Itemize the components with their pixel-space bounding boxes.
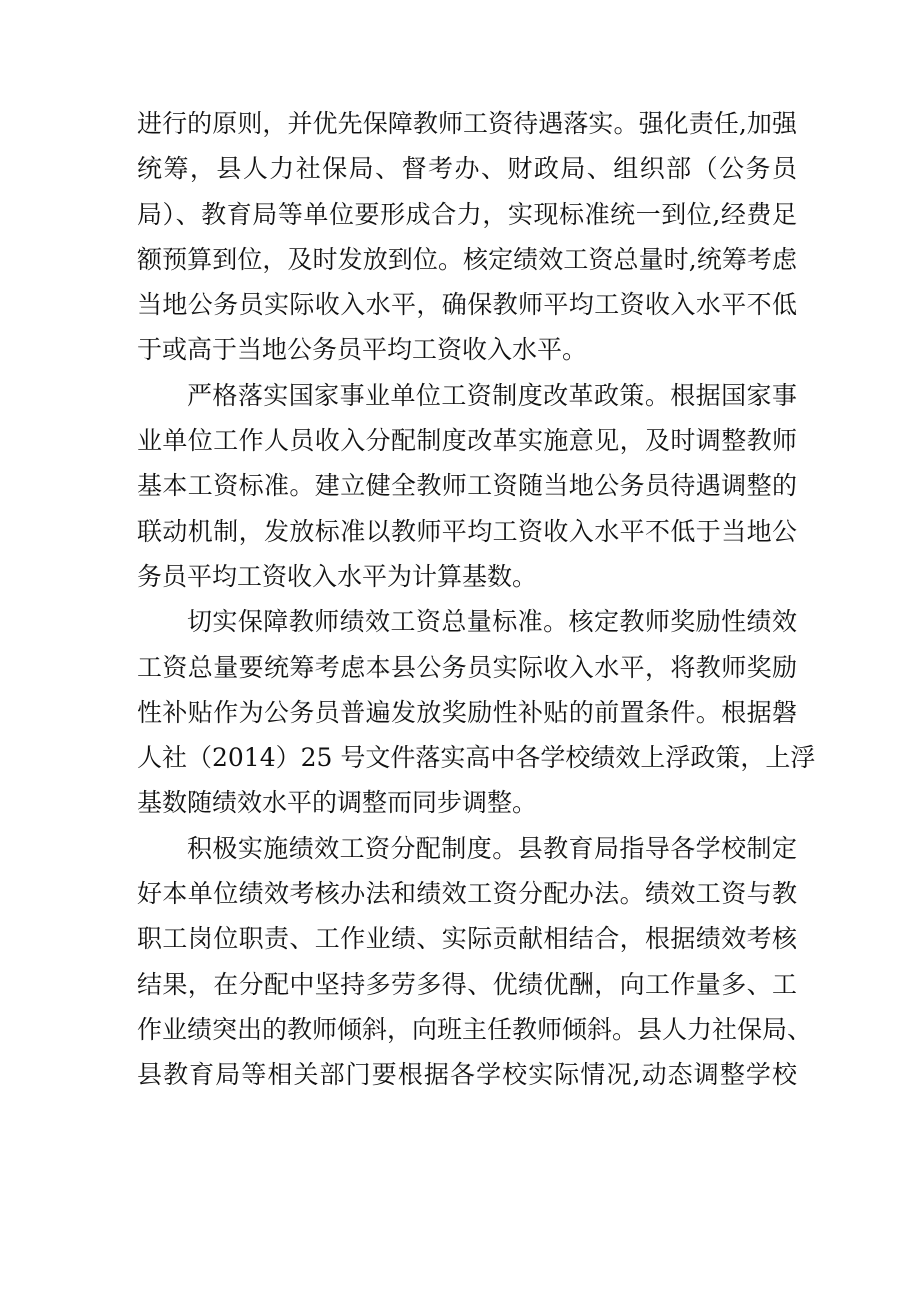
text-line: 局）、教育局等单位要形成合力，实现标准统一到位,经费足 <box>137 199 797 229</box>
text-line: 进行的原则，并优先保障教师工资待遇落实。强化责任,加强 <box>137 109 797 138</box>
text-line: 基本工资标准。建立健全教师工资随当地公务员待遇调整的 <box>137 471 797 501</box>
text-line: 作业绩突出的教师倾斜，向班主任教师倾斜。县人力社保局、 <box>137 1014 813 1044</box>
text-line: 切实保障教师绩效工资总量标准。核定教师奖励性绩效 <box>187 607 797 637</box>
text-line: 好本单位绩效考核办法和绩效工资分配办法。绩效工资与教 <box>137 879 797 909</box>
text-line: 当地公务员实际收入水平，确保教师平均工资收入水平不低 <box>137 290 797 320</box>
text-line: 人社（2014）25 号文件落实高中各学校绩效上浮政策，上浮 <box>137 743 816 773</box>
text-line: 联动机制，发放标准以教师平均工资收入水平不低于当地公 <box>137 516 797 546</box>
text-line: 额预算到位，及时发放到位。核定绩效工资总量时,统筹考虑 <box>137 244 797 274</box>
text-line: 积极实施绩效工资分配制度。县教育局指导各学校制定 <box>187 833 797 863</box>
paragraph-performance-salary-standard <box>137 599 816 825</box>
text-line: 工资总量要统筹考虑本县公务员实际收入水平，将教师奖励 <box>137 652 797 682</box>
text-line: 务员平均工资收入水平为计算基数。 <box>137 561 538 591</box>
text-line: 基数随绩效水平的调整而同步调整。 <box>137 788 538 818</box>
paragraph-salary-reform-policy <box>137 373 797 599</box>
text-line: 于或高于当地公务员平均工资收入水平。 <box>137 335 588 365</box>
paragraph-performance-distribution <box>137 826 813 1098</box>
document-body <box>137 101 816 1098</box>
text-line: 结果，在分配中坚持多劳多得、优绩优酬，向工作量多、工 <box>137 969 797 999</box>
text-line: 严格落实国家事业单位工资制度改革政策。根据国家事 <box>187 380 797 410</box>
paragraph-teacher-salary-principle <box>137 101 797 373</box>
text-line: 职工岗位职责、工作业绩、实际贡献相结合，根据绩效考核 <box>137 924 797 954</box>
text-line: 统筹，县人力社保局、督考办、财政局、组织部（公务员 <box>137 154 797 184</box>
text-line: 县教育局等相关部门要根据各学校实际情况,动态调整学校 <box>137 1060 797 1090</box>
text-line: 业单位工作人员收入分配制度改革实施意见，及时调整教师 <box>137 426 797 456</box>
text-line: 性补贴作为公务员普遍发放奖励性补贴的前置条件。根据磐 <box>137 697 797 727</box>
